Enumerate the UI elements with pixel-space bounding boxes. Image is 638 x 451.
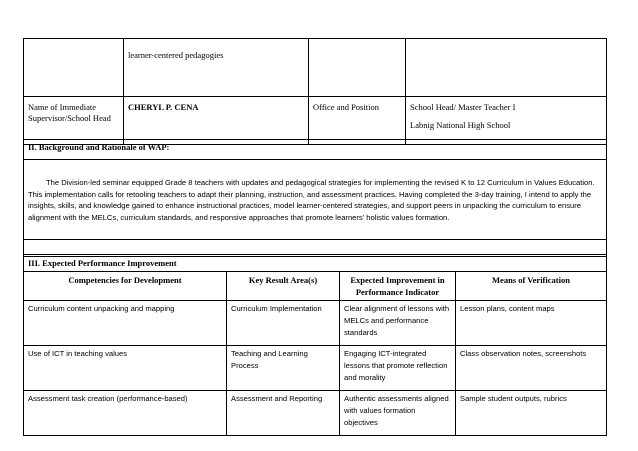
supervisor-name: CHERYL P. CENA: [124, 97, 309, 145]
position-cell: [406, 97, 607, 145]
position-line1: School Head/ Master Teacher I: [410, 102, 516, 112]
office-label: Office and Position: [309, 97, 406, 145]
pedagogies-cell: learner-centered pedagogies: [124, 39, 309, 97]
kra-cell: Curriculum Implementation: [227, 301, 340, 346]
improvement-cell: Authentic assessments aligned with values formation objectives: [340, 391, 456, 436]
supervisor-row: [24, 97, 607, 145]
background-body-row: [24, 160, 607, 240]
column-header-improvement: Expected Improvement in Performance Indicator: [340, 272, 456, 301]
competency-cell: Curriculum content unpacking and mapping: [24, 301, 227, 346]
competency-cell: Use of ICT in teaching values: [24, 346, 227, 391]
table-row: [24, 301, 607, 346]
improvement-cell: Clear alignment of lessons with MELCs and performance standards: [340, 301, 456, 346]
improvement-cell: Engaging ICT-integrated lessons that promote reflection and morality: [340, 346, 456, 391]
competency-cell: Assessment task creation (performance-based): [24, 391, 227, 436]
position-line2: Labnig National High School: [410, 120, 511, 130]
supervisor-table: [23, 38, 607, 145]
performance-header-row: [24, 255, 607, 272]
kra-cell: Teaching and Learning Process: [227, 346, 340, 391]
verification-cell: Class observation notes, screenshots: [456, 346, 607, 391]
background-paragraph: The Division-led seminar equipped Grade 8 teachers with updates and pedagogical strategies for implementing the revised K to 12 Curriculum in Values Education. This implementation calls for retooling teachers to adapt their planning, instruction, and assessment practices. Having completed the 3-day training, I intend to apply the insights, skills, and knowledge gained to enhance instructional practices, model learner-centered strategies, and support peers in unpacking the curriculum to ensure alignment with the MELCs, curriculum standards, and responsive approaches that promote learners’ holistic values formation.: [28, 178, 595, 222]
column-header-competencies: Competencies for Development: [24, 272, 227, 301]
column-header-verification: Means of Verification: [456, 272, 607, 301]
background-table: [23, 139, 607, 257]
verification-cell: Lesson plans, content maps: [456, 301, 607, 346]
blank-cell: [406, 39, 607, 97]
kra-cell: Assessment and Reporting: [227, 391, 340, 436]
table-row: [24, 391, 607, 436]
column-header-kra: Key Result Area(s): [227, 272, 340, 301]
performance-heading: III. Expected Performance Improvement: [24, 255, 607, 272]
pedagogies-row: [24, 39, 607, 97]
blank-cell: [24, 39, 124, 97]
background-heading: II. Background and Rationale of WAP:: [24, 140, 607, 160]
background-paragraph-cell: [24, 160, 607, 240]
supervisor-label: Name of Immediate Supervisor/School Head: [24, 97, 124, 145]
column-header-row: [24, 272, 607, 301]
background-header-row: [24, 140, 607, 160]
blank-cell: [309, 39, 406, 97]
performance-table: [23, 254, 607, 436]
table-row: [24, 346, 607, 391]
verification-cell: Sample student outputs, rubrics: [456, 391, 607, 436]
